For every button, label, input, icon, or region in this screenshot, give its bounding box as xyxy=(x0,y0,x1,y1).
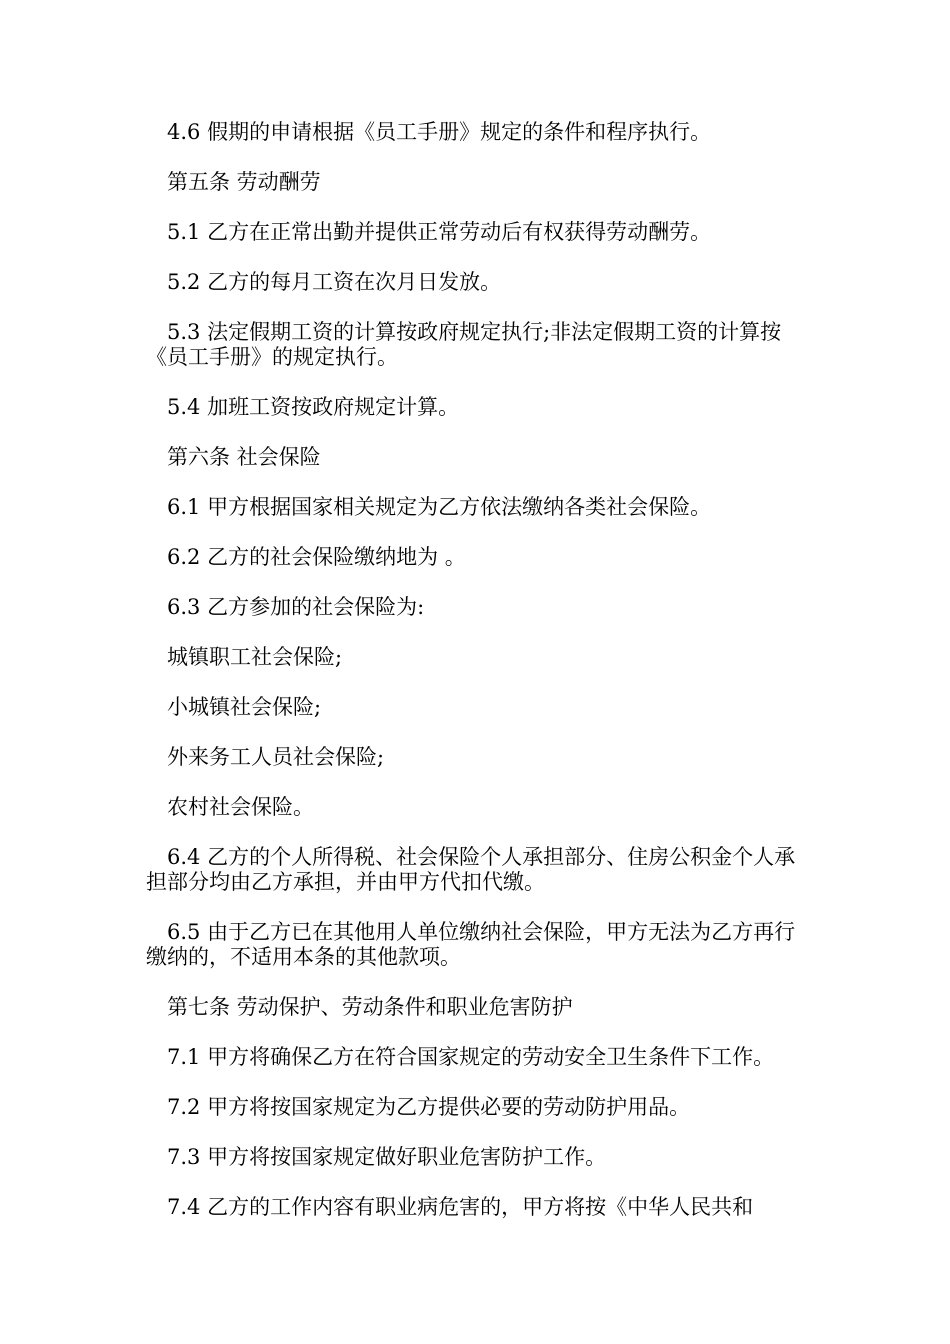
clause-7-2: 7.2 甲方将按国家规定为乙方提供必要的劳动防护用品。 xyxy=(167,1095,691,1119)
article-6-heading: 第六条 社会保险 xyxy=(167,445,321,469)
document-body xyxy=(146,120,810,1245)
insurance-option-small-town: 小城镇社会保险; xyxy=(167,695,322,719)
clause-6-3: 6.3 乙方参加的社会保险为: xyxy=(167,595,425,619)
clause-7-1: 7.1 甲方将确保乙方在符合国家规定的劳动安全卫生条件下工作。 xyxy=(167,1045,775,1069)
clause-7-4: 7.4 乙方的工作内容有职业病危害的，甲方将按《中华人民共和 xyxy=(167,1195,754,1219)
clause-5-3: 5.3 法定假期工资的计算按政府规定执行;非法定假期工资的计算按《员工手册》的规定执行。 xyxy=(146,320,782,369)
clause-7-3: 7.3 甲方将按国家规定做好职业危害防护工作。 xyxy=(167,1145,607,1169)
clause-4-6: 4.6 假期的申请根据《员工手册》规定的条件和程序执行。 xyxy=(167,120,712,144)
clause-5-2: 5.2 乙方的每月工资在次月日发放。 xyxy=(167,270,502,294)
clause-6-2: 6.2 乙方的社会保险缴纳地为 。 xyxy=(167,545,466,569)
insurance-option-migrant: 外来务工人员社会保险; xyxy=(167,745,385,769)
clause-6-1: 6.1 甲方根据国家相关规定为乙方依法缴纳各类社会保险。 xyxy=(167,495,712,519)
article-5-heading: 第五条 劳动酬劳 xyxy=(167,170,321,194)
clause-5-1: 5.1 乙方在正常出勤并提供正常劳动后有权获得劳动酬劳。 xyxy=(167,220,712,244)
clause-6-5: 6.5 由于乙方已在其他用人单位缴纳社会保险，甲方无法为乙方再行缴纳的，不适用本条的其他款项。 xyxy=(146,920,796,969)
clause-5-4: 5.4 加班工资按政府规定计算。 xyxy=(167,395,460,419)
clause-6-4: 6.4 乙方的个人所得税、社会保险个人承担部分、住房公积金个人承担部分均由乙方承担，并由甲方代扣代缴。 xyxy=(146,845,796,894)
article-7-heading: 第七条 劳动保护、劳动条件和职业危害防护 xyxy=(167,995,573,1019)
insurance-option-rural: 农村社会保险。 xyxy=(167,795,314,819)
insurance-option-urban: 城镇职工社会保险; xyxy=(167,645,343,669)
